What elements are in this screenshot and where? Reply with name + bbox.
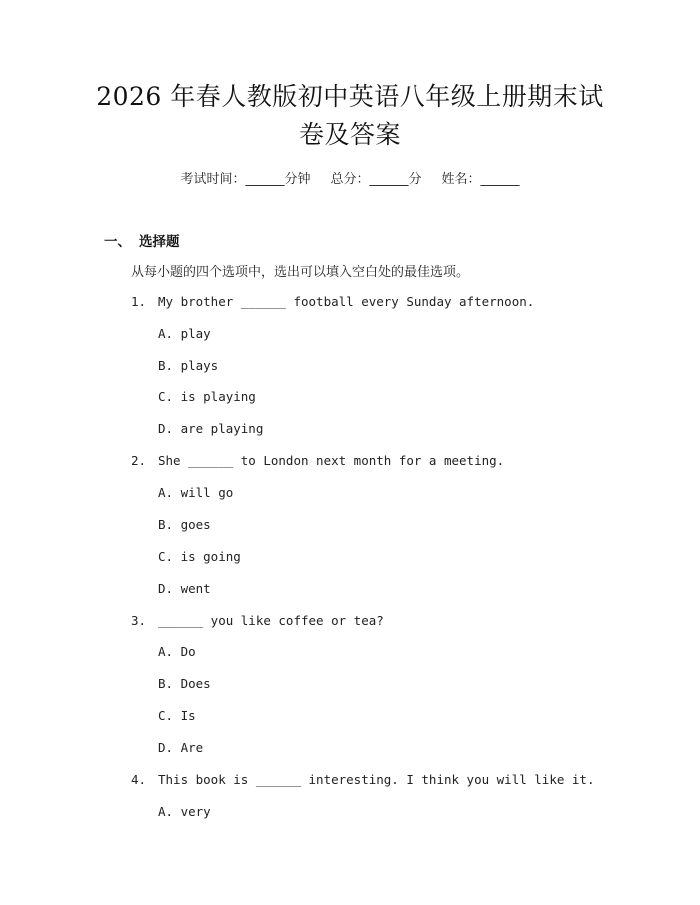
section-heading — [104, 230, 180, 250]
student-name-field: 姓名：______ — [441, 172, 520, 187]
question-2 — [131, 453, 504, 468]
section-title: 选择题 — [139, 234, 180, 250]
question-1 — [131, 294, 534, 309]
option-1c: C. is playing — [158, 389, 256, 404]
question-number: 4. — [131, 772, 147, 787]
total-score-field: 总分：______分 — [330, 172, 422, 187]
option-2b: B. goes — [158, 517, 211, 532]
exam-time-field: 考试时间：______分钟 — [180, 172, 311, 187]
question-number: 2. — [131, 453, 147, 468]
option-3a: A. Do — [158, 644, 196, 659]
question-number: 3. — [131, 613, 147, 628]
option-2c: C. is going — [158, 549, 241, 564]
question-text: My brother ______ football every Sunday afternoon. — [158, 294, 535, 309]
option-2a: A. will go — [158, 485, 234, 500]
exam-meta — [0, 168, 700, 187]
option-1b: B. plays — [158, 358, 219, 373]
question-text: This book is ______ interesting. I think you will like it. — [158, 772, 595, 787]
exam-title-line-1: 2026 年春人教版初中英语八年级上册期末试 — [96, 82, 604, 111]
option-4a: A. very — [158, 804, 211, 819]
option-2d: D. went — [158, 581, 211, 596]
exam-title-line-2: 卷及答案 — [298, 120, 401, 149]
option-3b: B. Does — [158, 676, 211, 691]
question-number: 1. — [131, 294, 147, 309]
option-1a: A. play — [158, 326, 211, 341]
section-instruction: 从每小题的四个选项中，选出可以填入空白处的最佳选项。 — [131, 265, 470, 280]
question-3 — [131, 613, 384, 628]
option-1d: D. are playing — [158, 421, 264, 436]
question-text: ______ you like coffee or tea? — [158, 613, 384, 628]
question-text: She ______ to London next month for a meeting. — [158, 453, 505, 468]
exam-title — [60, 78, 640, 154]
question-4 — [131, 772, 595, 787]
section-number: 一、 — [104, 234, 131, 250]
option-3d: D. Are — [158, 740, 204, 755]
option-3c: C. Is — [158, 708, 196, 723]
